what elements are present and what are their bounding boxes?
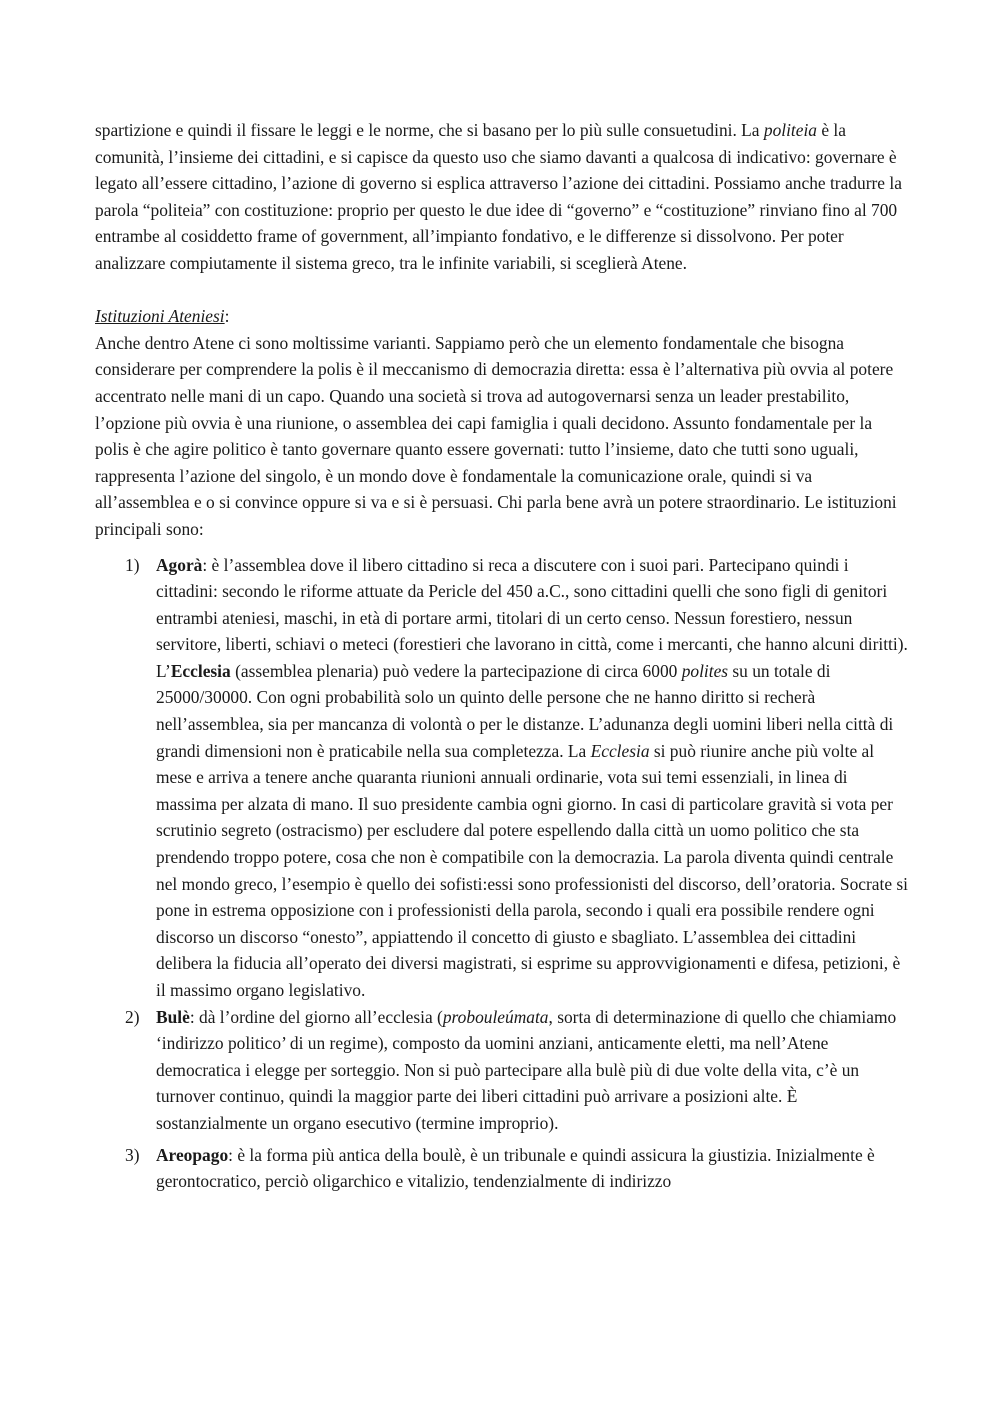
list-item-agora bbox=[95, 552, 910, 1004]
term-ecclesia: Ecclesia bbox=[170, 660, 231, 681]
section-paragraph: Anche dentro Atene ci sono moltissime varianti. Sappiamo però che un elemento fondamentale che bisogna considerare per comprendere la polis è il meccanismo di democrazia diretta: essa è l’alternativa più ovvia al potere accentrato nelle mani di un capo. Quando una società si trova ad autogovernarsi senza un leader prestabilito, l’opzione più ovvia è una riunione, o assemblea dei capi famiglia i quali decidono. Assunto fondamentale per la polis è che agire politico è tanto governare quanto essere governati: tutto l’insieme, dato che tutti sono uguali, rappresenta l’azione del singolo, è un mondo dove è fondamentale la comunicazione orale, quindi si va all’assemblea e o si convince oppure si va e si è persuasi. Chi parla bene avrà un potere straordinario. Le istituzioni principali sono: bbox=[95, 332, 897, 539]
term-agora: Agorà bbox=[156, 554, 203, 575]
list-text: si può riunire anche più volte al mese e arriva a tenere anche quaranta riunioni annuali ordinarie, vota sui temi essenziali, in linea di massima per alzata di mano. Il suo presidente cambia ogni giorno. In casi di particolare gravità si vota per scrutinio segreto (ostracismo) per escludere dal potere espellendo dalla città un uomo politico che sta prendendo troppo potere, cosa che non è compatibile con la democrazia. La parola diventa quindi centrale nel mondo greco, l’esempio è quello dei sofisti:essi sono professionisti del discorso, dell’oratoria. Socrate si pone in estrema opposizione con i professionisti della parola, secondo i quali era possibile rendere ogni discorso un discorso “onesto”, appiattendo il concetto di giusto e sbagliato. L’assemblea dei cittadini delibera la fiducia all’operato dei diversi magistrati, si esprime su approvvigionamenti e difesa, petizioni, è il massimo organo legislativo. bbox=[156, 740, 908, 1000]
italic-polites: polites bbox=[681, 660, 729, 681]
intro-italic-politeia: politeia bbox=[763, 120, 818, 140]
intro-paragraph bbox=[95, 117, 910, 277]
section-heading-colon: : bbox=[224, 306, 230, 327]
list-number: 3) bbox=[125, 1144, 140, 1165]
section-heading-text: Istituzioni Ateniesi bbox=[95, 306, 225, 327]
list-spacer bbox=[95, 543, 910, 552]
list-text: : è l’assemblea dove il libero cittadino si reca a discutere con i suoi pari. Partecipano quindi i cittadini: secondo le riforme attuate da Pericle del 450 a.C., sono cittadini quelli che sono figli di genitori entrambi ateniesi, maschi, in età di portare armi, titolari di un certo censo. Nessun forestiero, nessun servitore, liberti, schiavi o meteci (forestieri che lavorano in città, come i mercanti, che hanno alcuni diritti). L’ bbox=[156, 554, 908, 681]
document-page bbox=[95, 117, 910, 1195]
list-item-areopago bbox=[95, 1142, 910, 1195]
intro-text-b: è la comunità, l’insieme dei cittadini, e si capisce da questo uso che siamo davanti a qualcosa di indicativo: governare è legato all’essere cittadino, l’azione di governo si esplica attraverso l’azione dei cittadini. Possiamo anche tradurre la parola “politeia” con costituzione: proprio per questo le due idee di “governo” e “costituzione” rinviano fino al 700 entrambe al cosiddetto frame of government, all’impianto fondativo, e le differenze si dissolvono. Per poter analizzare compiutamente il sistema greco, tra le infinite variabili, si sceglierà Atene. bbox=[95, 120, 902, 273]
list-text: (assemblea plenaria) può vedere la partecipazione di circa 6000 bbox=[230, 660, 682, 681]
institutions-list bbox=[95, 552, 910, 1195]
section-heading bbox=[95, 303, 910, 330]
list-text: : dà l’ordine del giorno all’ecclesia ( bbox=[189, 1006, 443, 1027]
paragraph-spacer bbox=[95, 277, 910, 304]
list-item-bule bbox=[95, 1004, 910, 1137]
intro-text-a: spartizione e quindi il fissare le leggi e le norme, che si basano per lo più sulle consuetudini. La bbox=[95, 120, 764, 140]
list-number: 1) bbox=[125, 554, 140, 575]
list-text: , sorta di determinazione di quello che chiamiamo ‘indirizzo politico’ di un regime), composto da uomini anziani, anticamente eletti, ma nell’Atene democratica i elegge per sorteggio. Non si può partecipare alla bulè più di due volte della vita, c’è un turnover continuo, quindi la maggior parte dei liberi cittadini può arrivare a posizioni alte. È sostanzialmente un organo esecutivo (termine improprio). bbox=[156, 1006, 897, 1133]
list-number: 2) bbox=[125, 1006, 140, 1027]
italic-ecclesia: Ecclesia bbox=[590, 740, 650, 761]
list-text: su un totale di 25000/30000. Con ogni probabilità solo un quinto delle persone che ne hanno diritto si recherà nell’assemblea, sia per mancanza di volontà o per le distanze. L’adunanza degli uomini liberi nella città di grandi dimensioni non è praticabile nella sua completezza. La bbox=[156, 660, 894, 761]
italic-probouleumata: probouleúmata bbox=[442, 1006, 549, 1027]
term-areopago: Areopago bbox=[156, 1144, 229, 1165]
list-text: : è la forma più antica della boulè, è un tribunale e quindi assicura la giustizia. Inizialmente è gerontocratico, perciò oligarchico e vitalizio, tendenzialmente di indirizzo bbox=[156, 1144, 875, 1192]
term-bule: Bulè bbox=[156, 1006, 190, 1027]
